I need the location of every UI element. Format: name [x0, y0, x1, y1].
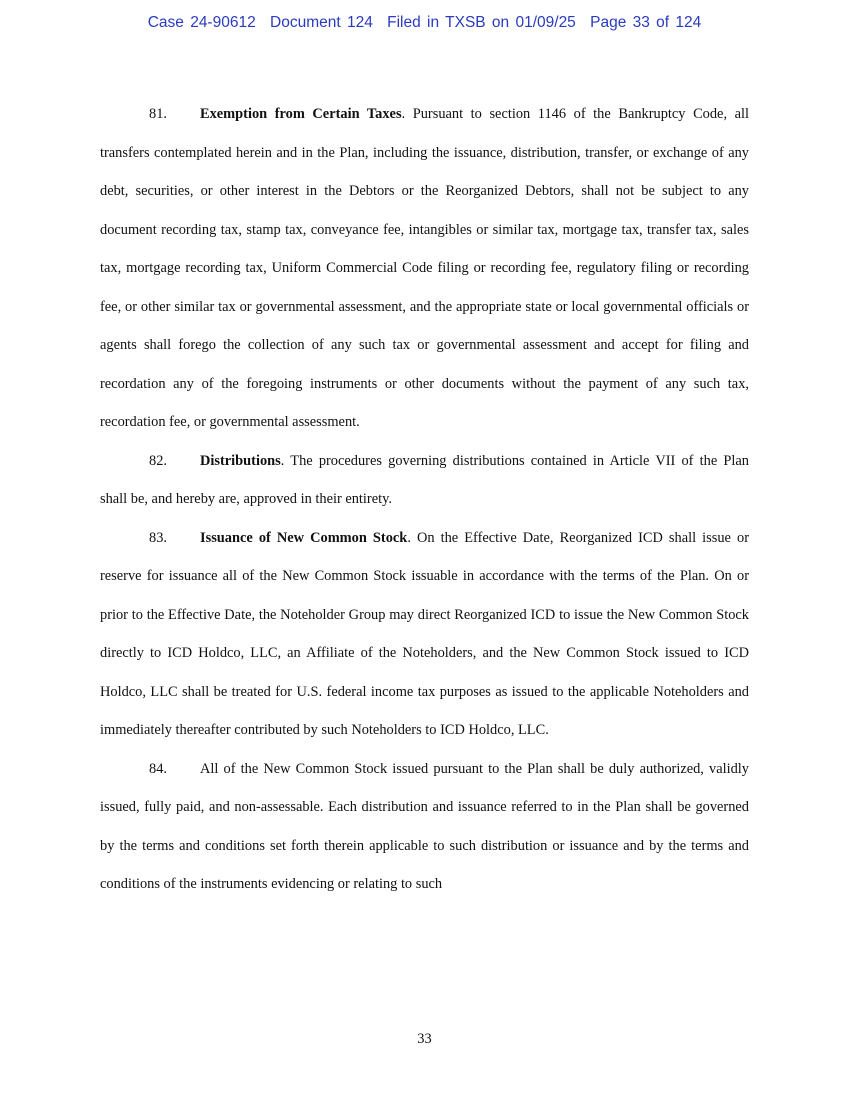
paragraph-text: . Pursuant to section 1146 of the Bankruptcy Code, all transfers contemplated herein and in the Plan, including the issuance, distribution, transfer, or exchange of any debt, securities, or other interest in the Debtors or the Reorganized Debtors, shall not be subject to any document recording tax, stamp tax, conveyance fee, intangibles or similar tax, mortgage tax, transfer tax, sales tax, mortgage recording tax, Uniform Commercial Code filing or recording fee, regulatory filing or recording fee, or other similar tax or governmental assessment, and the appropriate state or local governmental officials or agents shall forego the collection of any such tax or governmental assessment and accept for filing and recordation any of the foregoing instruments or other documents without the payment of any such tax, recordation fee, or governmental assessment.	[100, 106, 749, 430]
paragraph-text: All of the New Common Stock issued pursuant to the Plan shall be duly authorized, validly issued, fully paid, and non-assessable. Each distribution and issuance referred to in the Plan shall be governed by the terms and conditions set forth therein applicable to such distribution or issuance and by the terms and conditions of the instruments evidencing or relating to such	[100, 760, 749, 892]
page-number: 33	[417, 1031, 432, 1047]
paragraph-number: 83.	[149, 529, 167, 546]
paragraph-heading: Issuance of New Common Stock	[200, 529, 408, 546]
paragraph-84	[100, 750, 749, 904]
paragraph-text: . On the Effective Date, Reorganized ICD shall issue or reserve for issuance all of the New Common Stock issuable in accordance with the terms of the Plan. On or prior to the Effective Date, the Noteholder Group may direct Reorganized ICD to issue the New Common Stock directly to ICD Holdco, LLC, an Affiliate of the Noteholders, and the New Common Stock issued to ICD Holdco, LLC shall be treated for U.S. federal income tax purposes as issued to the applicable Noteholders and immediately thereafter contributed by such Noteholders to ICD Holdco, LLC.	[100, 529, 749, 738]
paragraph-text: . The procedures governing distributions contained in Article VII of the Plan shall be, and hereby are, approved in their entirety.	[100, 452, 749, 507]
paragraph-number: 81.	[149, 106, 167, 122]
paragraph-number: 84.	[149, 760, 167, 777]
paragraph-82	[100, 442, 749, 519]
document-body	[100, 95, 749, 904]
document-number: Document 124	[270, 14, 373, 31]
page-info: Page 33 of 124	[590, 14, 702, 31]
paragraph-heading: Exemption from Certain Taxes	[200, 106, 402, 122]
paragraph-number: 82.	[149, 452, 167, 469]
filed-date: Filed in TXSB on 01/09/25	[387, 14, 576, 31]
case-number: Case 24-90612	[147, 14, 256, 31]
paragraph-heading: Distributions	[200, 452, 281, 469]
filing-header	[0, 14, 849, 32]
paragraph-83	[100, 519, 749, 750]
paragraph-81	[100, 95, 749, 442]
